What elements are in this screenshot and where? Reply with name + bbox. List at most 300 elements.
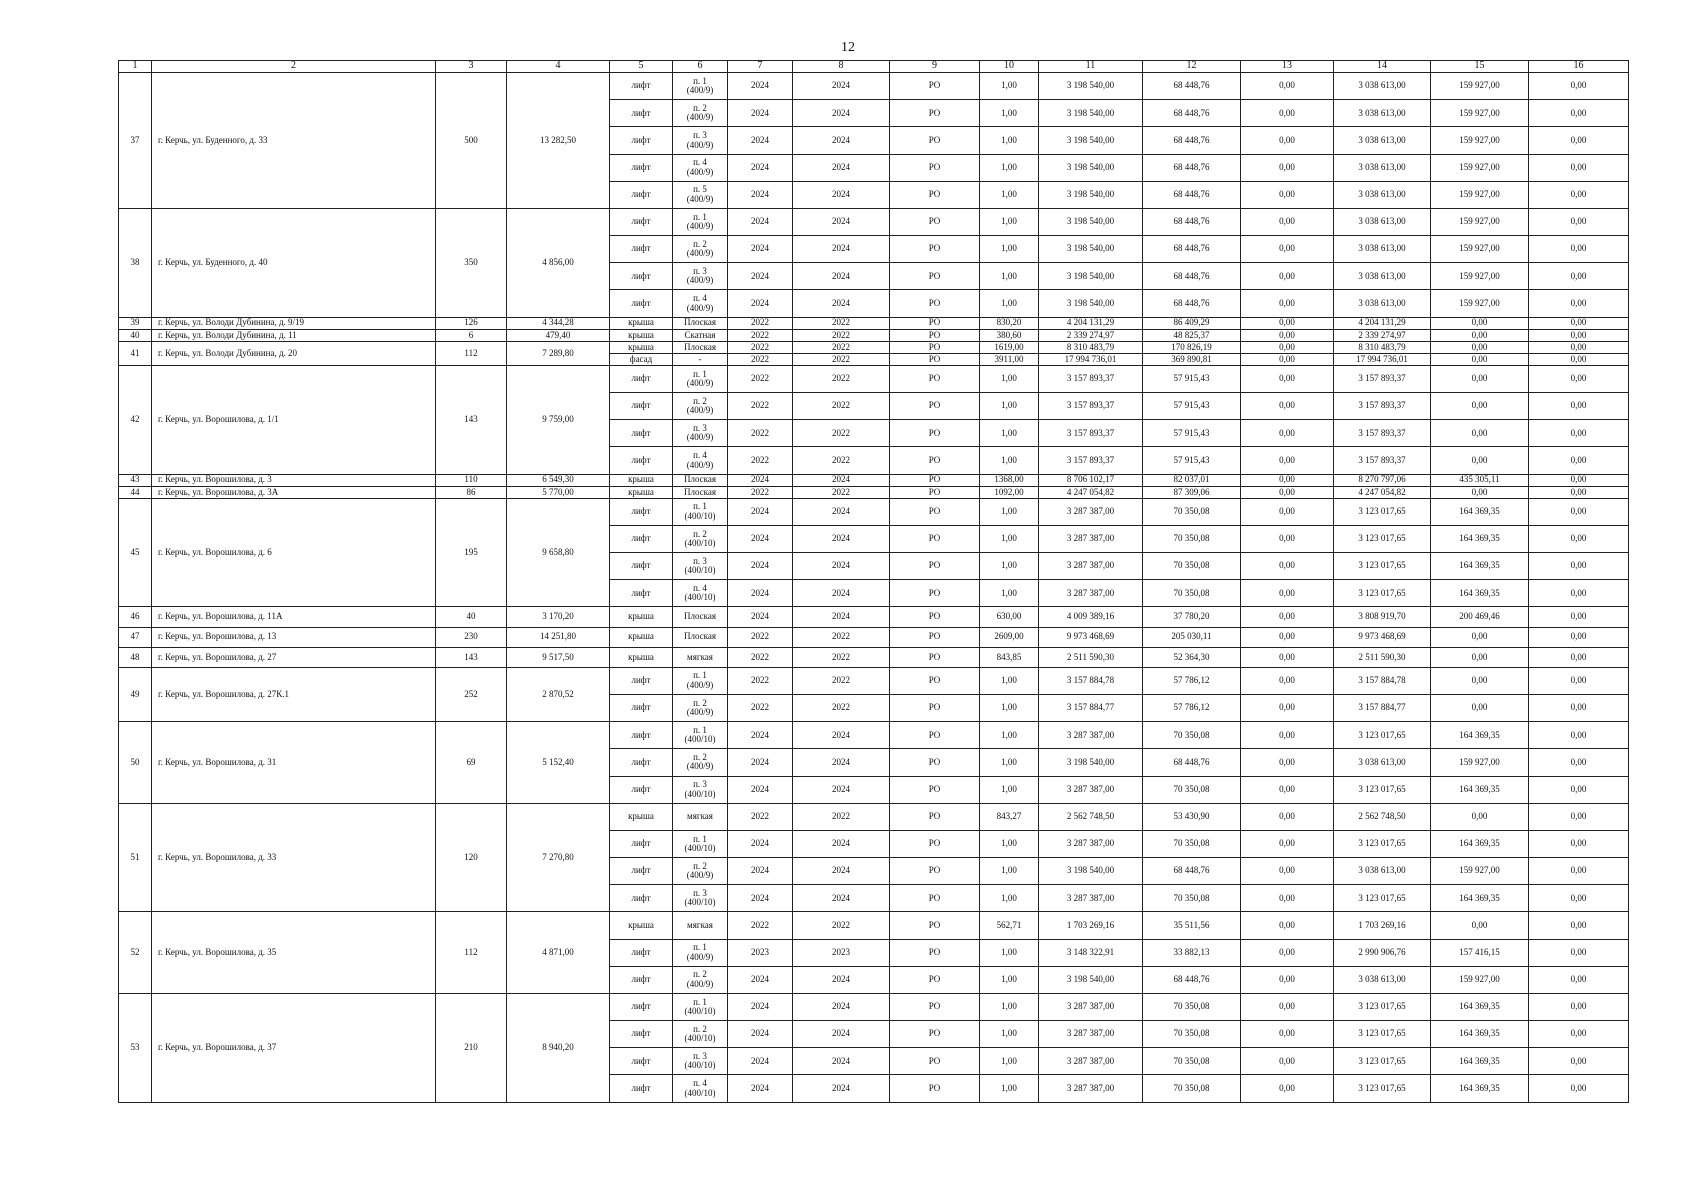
regional-fund-cell: 3 038 613,00 bbox=[1334, 236, 1431, 263]
volume-cell: 562,71 bbox=[980, 912, 1039, 939]
element-cell: п. 2 (400/9) bbox=[673, 393, 728, 420]
fact-year-cell: 2022 bbox=[793, 420, 890, 447]
address-cell: г. Керчь, ул. Ворошилова, д. 37 bbox=[152, 993, 436, 1102]
fact-year-cell: 2024 bbox=[793, 474, 890, 486]
other-fund-cell: 0,00 bbox=[1529, 317, 1629, 329]
owner-fund-cell: 0,00 bbox=[1431, 353, 1529, 365]
unit-cost-cell: 70 350,08 bbox=[1143, 993, 1241, 1020]
work-type-cell: лифт bbox=[610, 393, 673, 420]
volume-cell: 1619,00 bbox=[980, 341, 1039, 353]
fund-cell: 0,00 bbox=[1241, 803, 1334, 830]
plan-year-cell: 2024 bbox=[728, 580, 793, 607]
owner-fund-cell: 164 369,35 bbox=[1431, 993, 1529, 1020]
unit-cost-cell: 70 350,08 bbox=[1143, 1075, 1241, 1103]
work-type-cell: крыша bbox=[610, 341, 673, 353]
volume-cell: 1,00 bbox=[980, 667, 1039, 694]
address-cell: г. Керчь, ул. Володи Дубинина, д. 11 bbox=[152, 329, 436, 341]
other-fund-cell: 0,00 bbox=[1529, 1048, 1629, 1075]
volume-cell: 1092,00 bbox=[980, 486, 1039, 498]
regional-fund-cell: 3 038 613,00 bbox=[1334, 154, 1431, 181]
method-cell: РО bbox=[890, 73, 980, 100]
other-fund-cell: 0,00 bbox=[1529, 290, 1629, 317]
regional-fund-cell: 1 703 269,16 bbox=[1334, 912, 1431, 939]
unit-cost-cell: 87 309,06 bbox=[1143, 486, 1241, 498]
method-cell: РО bbox=[890, 154, 980, 181]
area-cell: 4 871,00 bbox=[507, 912, 610, 994]
method-cell: РО bbox=[890, 627, 980, 647]
residents-cell: 110 bbox=[436, 474, 507, 486]
method-cell: РО bbox=[890, 607, 980, 627]
other-fund-cell: 0,00 bbox=[1529, 667, 1629, 694]
element-cell: - bbox=[673, 353, 728, 365]
work-type-cell: лифт bbox=[610, 263, 673, 290]
element-cell: п. 4 (400/9) bbox=[673, 290, 728, 317]
other-fund-cell: 0,00 bbox=[1529, 1021, 1629, 1048]
owner-fund-cell: 164 369,35 bbox=[1431, 722, 1529, 749]
row-number-cell: 42 bbox=[119, 365, 152, 474]
unit-cost-cell: 37 780,20 bbox=[1143, 607, 1241, 627]
regional-fund-cell: 3 157 884,78 bbox=[1334, 667, 1431, 694]
table-row bbox=[119, 498, 1629, 525]
fact-year-cell: 2024 bbox=[793, 885, 890, 912]
owner-fund-cell: 159 927,00 bbox=[1431, 236, 1529, 263]
plan-year-cell: 2022 bbox=[728, 393, 793, 420]
element-cell: п. 2 (400/9) bbox=[673, 100, 728, 127]
volume-cell: 2609,00 bbox=[980, 627, 1039, 647]
fact-year-cell: 2024 bbox=[793, 749, 890, 776]
owner-fund-cell: 159 927,00 bbox=[1431, 154, 1529, 181]
fund-cell: 0,00 bbox=[1241, 1075, 1334, 1103]
fact-year-cell: 2022 bbox=[793, 353, 890, 365]
element-cell: п. 2 (400/9) bbox=[673, 695, 728, 722]
other-fund-cell: 0,00 bbox=[1529, 525, 1629, 552]
plan-year-cell: 2024 bbox=[728, 749, 793, 776]
element-cell: п. 1 (400/10) bbox=[673, 722, 728, 749]
column-number-cell: 3 bbox=[436, 61, 507, 73]
element-cell: Плоская bbox=[673, 607, 728, 627]
plan-year-cell: 2022 bbox=[728, 803, 793, 830]
fund-cell: 0,00 bbox=[1241, 486, 1334, 498]
cost-cell: 3 198 540,00 bbox=[1039, 154, 1143, 181]
cost-cell: 3 287 387,00 bbox=[1039, 722, 1143, 749]
page-number: 12 bbox=[841, 40, 855, 55]
fact-year-cell: 2022 bbox=[793, 317, 890, 329]
regional-fund-cell: 3 157 893,37 bbox=[1334, 447, 1431, 474]
other-fund-cell: 0,00 bbox=[1529, 627, 1629, 647]
element-cell: мягкая bbox=[673, 912, 728, 939]
table-row bbox=[119, 627, 1629, 647]
unit-cost-cell: 70 350,08 bbox=[1143, 525, 1241, 552]
other-fund-cell: 0,00 bbox=[1529, 353, 1629, 365]
other-fund-cell: 0,00 bbox=[1529, 486, 1629, 498]
owner-fund-cell: 0,00 bbox=[1431, 647, 1529, 667]
row-number-cell: 40 bbox=[119, 329, 152, 341]
regional-fund-cell: 3 038 613,00 bbox=[1334, 181, 1431, 208]
volume-cell: 1,00 bbox=[980, 1021, 1039, 1048]
volume-cell: 1,00 bbox=[980, 525, 1039, 552]
address-cell: г. Керчь, ул. Ворошилова, д. 6 bbox=[152, 498, 436, 607]
table-row bbox=[119, 993, 1629, 1020]
volume-cell: 1,00 bbox=[980, 858, 1039, 885]
volume-cell: 1,00 bbox=[980, 73, 1039, 100]
address-cell: г. Керчь, ул. Володи Дубинина, д. 9/19 bbox=[152, 317, 436, 329]
address-cell: г. Керчь, ул. Ворошилова, д. 31 bbox=[152, 722, 436, 804]
row-number-cell: 37 bbox=[119, 73, 152, 209]
fact-year-cell: 2024 bbox=[793, 1021, 890, 1048]
cost-cell: 3 198 540,00 bbox=[1039, 966, 1143, 993]
address-cell: г. Керчь, ул. Ворошилова, д. 13 bbox=[152, 627, 436, 647]
row-number-cell: 45 bbox=[119, 498, 152, 607]
volume-cell: 843,27 bbox=[980, 803, 1039, 830]
owner-fund-cell: 164 369,35 bbox=[1431, 1075, 1529, 1103]
fact-year-cell: 2024 bbox=[793, 236, 890, 263]
fund-cell: 0,00 bbox=[1241, 1021, 1334, 1048]
volume-cell: 1,00 bbox=[980, 885, 1039, 912]
work-type-cell: лифт bbox=[610, 885, 673, 912]
work-type-cell: лифт bbox=[610, 939, 673, 966]
fact-year-cell: 2024 bbox=[793, 208, 890, 235]
fund-cell: 0,00 bbox=[1241, 154, 1334, 181]
unit-cost-cell: 68 448,76 bbox=[1143, 749, 1241, 776]
unit-cost-cell: 68 448,76 bbox=[1143, 236, 1241, 263]
table-row bbox=[119, 803, 1629, 830]
volume-cell: 1,00 bbox=[980, 695, 1039, 722]
plan-year-cell: 2024 bbox=[728, 722, 793, 749]
regional-fund-cell: 3 038 613,00 bbox=[1334, 127, 1431, 154]
residents-cell: 86 bbox=[436, 486, 507, 498]
other-fund-cell: 0,00 bbox=[1529, 695, 1629, 722]
element-cell: п. 1 (400/10) bbox=[673, 498, 728, 525]
cost-cell: 4 009 389,16 bbox=[1039, 607, 1143, 627]
regional-fund-cell: 3 038 613,00 bbox=[1334, 290, 1431, 317]
address-cell: г. Керчь, ул. Ворошилова, д. 11А bbox=[152, 607, 436, 627]
residents-cell: 210 bbox=[436, 993, 507, 1102]
plan-year-cell: 2024 bbox=[728, 1021, 793, 1048]
column-number-cell: 5 bbox=[610, 61, 673, 73]
plan-year-cell: 2024 bbox=[728, 73, 793, 100]
fund-cell: 0,00 bbox=[1241, 341, 1334, 353]
address-cell: г. Керчь, ул. Ворошилова, д. 35 bbox=[152, 912, 436, 994]
volume-cell: 1,00 bbox=[980, 365, 1039, 392]
method-cell: РО bbox=[890, 100, 980, 127]
fund-cell: 0,00 bbox=[1241, 830, 1334, 857]
element-cell: п. 3 (400/9) bbox=[673, 127, 728, 154]
unit-cost-cell: 82 037,01 bbox=[1143, 474, 1241, 486]
plan-year-cell: 2024 bbox=[728, 1048, 793, 1075]
unit-cost-cell: 68 448,76 bbox=[1143, 263, 1241, 290]
owner-fund-cell: 0,00 bbox=[1431, 420, 1529, 447]
element-cell: п. 4 (400/9) bbox=[673, 154, 728, 181]
other-fund-cell: 0,00 bbox=[1529, 885, 1629, 912]
regional-fund-cell: 3 123 017,65 bbox=[1334, 830, 1431, 857]
area-cell: 5 770,00 bbox=[507, 486, 610, 498]
other-fund-cell: 0,00 bbox=[1529, 365, 1629, 392]
fact-year-cell: 2024 bbox=[793, 127, 890, 154]
volume-cell: 1368,00 bbox=[980, 474, 1039, 486]
area-cell: 4 344,28 bbox=[507, 317, 610, 329]
work-type-cell: лифт bbox=[610, 993, 673, 1020]
cost-cell: 3 198 540,00 bbox=[1039, 263, 1143, 290]
work-type-cell: лифт bbox=[610, 498, 673, 525]
owner-fund-cell: 164 369,35 bbox=[1431, 525, 1529, 552]
unit-cost-cell: 70 350,08 bbox=[1143, 830, 1241, 857]
work-type-cell: лифт bbox=[610, 525, 673, 552]
address-cell: г. Керчь, ул. Буденного, д. 40 bbox=[152, 208, 436, 317]
work-type-cell: крыша bbox=[610, 486, 673, 498]
fund-cell: 0,00 bbox=[1241, 498, 1334, 525]
regional-fund-cell: 3 157 893,37 bbox=[1334, 393, 1431, 420]
owner-fund-cell: 0,00 bbox=[1431, 627, 1529, 647]
cost-cell: 3 198 540,00 bbox=[1039, 208, 1143, 235]
cost-cell: 3 198 540,00 bbox=[1039, 100, 1143, 127]
fact-year-cell: 2022 bbox=[793, 695, 890, 722]
fund-cell: 0,00 bbox=[1241, 627, 1334, 647]
owner-fund-cell: 159 927,00 bbox=[1431, 181, 1529, 208]
plan-year-cell: 2024 bbox=[728, 966, 793, 993]
fact-year-cell: 2024 bbox=[793, 498, 890, 525]
fund-cell: 0,00 bbox=[1241, 885, 1334, 912]
owner-fund-cell: 159 927,00 bbox=[1431, 263, 1529, 290]
method-cell: РО bbox=[890, 236, 980, 263]
regional-fund-cell: 3 808 919,70 bbox=[1334, 607, 1431, 627]
row-number-cell: 52 bbox=[119, 912, 152, 994]
work-type-cell: лифт bbox=[610, 154, 673, 181]
method-cell: РО bbox=[890, 830, 980, 857]
plan-year-cell: 2024 bbox=[728, 993, 793, 1020]
work-type-cell: лифт bbox=[610, 208, 673, 235]
element-cell: п. 3 (400/10) bbox=[673, 776, 728, 803]
unit-cost-cell: 369 890,81 bbox=[1143, 353, 1241, 365]
plan-year-cell: 2022 bbox=[728, 667, 793, 694]
column-number-cell: 2 bbox=[152, 61, 436, 73]
unit-cost-cell: 52 364,30 bbox=[1143, 647, 1241, 667]
element-cell: Плоская bbox=[673, 486, 728, 498]
work-type-cell: крыша bbox=[610, 329, 673, 341]
unit-cost-cell: 68 448,76 bbox=[1143, 181, 1241, 208]
cost-cell: 4 247 054,82 bbox=[1039, 486, 1143, 498]
area-cell: 9 658,80 bbox=[507, 498, 610, 607]
method-cell: РО bbox=[890, 127, 980, 154]
owner-fund-cell: 164 369,35 bbox=[1431, 1048, 1529, 1075]
cost-cell: 3 287 387,00 bbox=[1039, 580, 1143, 607]
plan-year-cell: 2024 bbox=[728, 127, 793, 154]
other-fund-cell: 0,00 bbox=[1529, 939, 1629, 966]
plan-year-cell: 2022 bbox=[728, 353, 793, 365]
unit-cost-cell: 68 448,76 bbox=[1143, 127, 1241, 154]
element-cell: п. 2 (400/9) bbox=[673, 236, 728, 263]
work-type-cell: лифт bbox=[610, 580, 673, 607]
other-fund-cell: 0,00 bbox=[1529, 154, 1629, 181]
fact-year-cell: 2022 bbox=[793, 341, 890, 353]
work-type-cell: лифт bbox=[610, 749, 673, 776]
address-cell: г. Керчь, ул. Ворошилова, д. 1/1 bbox=[152, 365, 436, 474]
fact-year-cell: 2024 bbox=[793, 966, 890, 993]
cost-cell: 3 157 893,37 bbox=[1039, 420, 1143, 447]
plan-year-cell: 2022 bbox=[728, 447, 793, 474]
fund-cell: 0,00 bbox=[1241, 580, 1334, 607]
volume-cell: 1,00 bbox=[980, 154, 1039, 181]
volume-cell: 1,00 bbox=[980, 290, 1039, 317]
volume-cell: 1,00 bbox=[980, 263, 1039, 290]
owner-fund-cell: 159 927,00 bbox=[1431, 290, 1529, 317]
plan-year-cell: 2022 bbox=[728, 420, 793, 447]
method-cell: РО bbox=[890, 181, 980, 208]
work-type-cell: лифт bbox=[610, 553, 673, 580]
method-cell: РО bbox=[890, 208, 980, 235]
fact-year-cell: 2024 bbox=[793, 580, 890, 607]
work-type-cell: лифт bbox=[610, 695, 673, 722]
element-cell: Плоская bbox=[673, 474, 728, 486]
residents-cell: 69 bbox=[436, 722, 507, 804]
unit-cost-cell: 57 915,43 bbox=[1143, 420, 1241, 447]
element-cell: п. 1 (400/9) bbox=[673, 365, 728, 392]
area-cell: 14 251,80 bbox=[507, 627, 610, 647]
owner-fund-cell: 157 416,15 bbox=[1431, 939, 1529, 966]
unit-cost-cell: 57 915,43 bbox=[1143, 447, 1241, 474]
table-row bbox=[119, 647, 1629, 667]
fund-cell: 0,00 bbox=[1241, 647, 1334, 667]
table-row bbox=[119, 73, 1629, 100]
work-type-cell: крыша bbox=[610, 912, 673, 939]
method-cell: РО bbox=[890, 647, 980, 667]
plan-year-cell: 2022 bbox=[728, 486, 793, 498]
fact-year-cell: 2022 bbox=[793, 627, 890, 647]
fund-cell: 0,00 bbox=[1241, 329, 1334, 341]
fact-year-cell: 2024 bbox=[793, 858, 890, 885]
element-cell: п. 3 (400/9) bbox=[673, 420, 728, 447]
fact-year-cell: 2022 bbox=[793, 329, 890, 341]
unit-cost-cell: 57 915,43 bbox=[1143, 365, 1241, 392]
cost-cell: 3 287 387,00 bbox=[1039, 553, 1143, 580]
method-cell: РО bbox=[890, 365, 980, 392]
method-cell: РО bbox=[890, 912, 980, 939]
fact-year-cell: 2022 bbox=[793, 486, 890, 498]
fact-year-cell: 2022 bbox=[793, 393, 890, 420]
area-cell: 7 289,80 bbox=[507, 341, 610, 365]
other-fund-cell: 0,00 bbox=[1529, 993, 1629, 1020]
address-cell: г. Керчь, ул. Ворошилова, д. 3А bbox=[152, 486, 436, 498]
cost-cell: 3 287 387,00 bbox=[1039, 1075, 1143, 1103]
volume-cell: 830,20 bbox=[980, 317, 1039, 329]
unit-cost-cell: 57 786,12 bbox=[1143, 695, 1241, 722]
work-type-cell: лифт bbox=[610, 667, 673, 694]
element-cell: п. 1 (400/9) bbox=[673, 73, 728, 100]
plan-year-cell: 2024 bbox=[728, 525, 793, 552]
fact-year-cell: 2024 bbox=[793, 290, 890, 317]
element-cell: п. 3 (400/10) bbox=[673, 1048, 728, 1075]
element-cell: п. 2 (400/10) bbox=[673, 525, 728, 552]
fact-year-cell: 2024 bbox=[793, 1048, 890, 1075]
cost-cell: 3 287 387,00 bbox=[1039, 498, 1143, 525]
fact-year-cell: 2024 bbox=[793, 607, 890, 627]
cost-cell: 17 994 736,01 bbox=[1039, 353, 1143, 365]
unit-cost-cell: 57 915,43 bbox=[1143, 393, 1241, 420]
work-type-cell: лифт bbox=[610, 290, 673, 317]
fund-cell: 0,00 bbox=[1241, 695, 1334, 722]
fund-cell: 0,00 bbox=[1241, 525, 1334, 552]
owner-fund-cell: 159 927,00 bbox=[1431, 100, 1529, 127]
other-fund-cell: 0,00 bbox=[1529, 553, 1629, 580]
work-type-cell: лифт bbox=[610, 776, 673, 803]
address-cell: г. Керчь, ул. Ворошилова, д. 33 bbox=[152, 803, 436, 912]
regional-fund-cell: 3 038 613,00 bbox=[1334, 749, 1431, 776]
method-cell: РО bbox=[890, 525, 980, 552]
fund-cell: 0,00 bbox=[1241, 607, 1334, 627]
method-cell: РО bbox=[890, 803, 980, 830]
volume-cell: 630,00 bbox=[980, 607, 1039, 627]
residents-cell: 195 bbox=[436, 498, 507, 607]
fact-year-cell: 2022 bbox=[793, 447, 890, 474]
plan-year-cell: 2024 bbox=[728, 553, 793, 580]
column-number-cell: 16 bbox=[1529, 61, 1629, 73]
fund-cell: 0,00 bbox=[1241, 420, 1334, 447]
work-type-cell: крыша bbox=[610, 647, 673, 667]
table-row bbox=[119, 912, 1629, 939]
unit-cost-cell: 70 350,08 bbox=[1143, 776, 1241, 803]
fund-cell: 0,00 bbox=[1241, 208, 1334, 235]
fund-cell: 0,00 bbox=[1241, 912, 1334, 939]
regional-fund-cell: 3 038 613,00 bbox=[1334, 73, 1431, 100]
owner-fund-cell: 0,00 bbox=[1431, 486, 1529, 498]
unit-cost-cell: 70 350,08 bbox=[1143, 1021, 1241, 1048]
other-fund-cell: 0,00 bbox=[1529, 647, 1629, 667]
fact-year-cell: 2024 bbox=[793, 154, 890, 181]
unit-cost-cell: 48 825,37 bbox=[1143, 329, 1241, 341]
element-cell: п. 3 (400/9) bbox=[673, 263, 728, 290]
other-fund-cell: 0,00 bbox=[1529, 749, 1629, 776]
method-cell: РО bbox=[890, 695, 980, 722]
owner-fund-cell: 0,00 bbox=[1431, 667, 1529, 694]
regional-fund-cell: 3 038 613,00 bbox=[1334, 858, 1431, 885]
unit-cost-cell: 68 448,76 bbox=[1143, 100, 1241, 127]
method-cell: РО bbox=[890, 420, 980, 447]
regional-fund-cell: 3 157 893,37 bbox=[1334, 365, 1431, 392]
row-number-cell: 38 bbox=[119, 208, 152, 317]
regional-fund-cell: 3 123 017,65 bbox=[1334, 776, 1431, 803]
residents-cell: 126 bbox=[436, 317, 507, 329]
area-cell: 6 549,30 bbox=[507, 474, 610, 486]
fund-cell: 0,00 bbox=[1241, 447, 1334, 474]
table-row bbox=[119, 208, 1629, 235]
regional-fund-cell: 3 038 613,00 bbox=[1334, 100, 1431, 127]
fund-cell: 0,00 bbox=[1241, 73, 1334, 100]
plan-year-cell: 2024 bbox=[728, 290, 793, 317]
volume-cell: 3911,00 bbox=[980, 353, 1039, 365]
table-row bbox=[119, 722, 1629, 749]
column-number-cell: 11 bbox=[1039, 61, 1143, 73]
regional-fund-cell: 4 204 131,29 bbox=[1334, 317, 1431, 329]
work-type-cell: лифт bbox=[610, 365, 673, 392]
unit-cost-cell: 68 448,76 bbox=[1143, 208, 1241, 235]
work-type-cell: лифт bbox=[610, 236, 673, 263]
plan-year-cell: 2024 bbox=[728, 498, 793, 525]
volume-cell: 1,00 bbox=[980, 127, 1039, 154]
element-cell: п. 3 (400/10) bbox=[673, 885, 728, 912]
address-cell: г. Керчь, ул. Буденного, д. 33 bbox=[152, 73, 436, 209]
fact-year-cell: 2022 bbox=[793, 803, 890, 830]
row-number-cell: 43 bbox=[119, 474, 152, 486]
element-cell: Скатная bbox=[673, 329, 728, 341]
regional-fund-cell: 3 123 017,65 bbox=[1334, 498, 1431, 525]
fund-cell: 0,00 bbox=[1241, 776, 1334, 803]
fund-cell: 0,00 bbox=[1241, 263, 1334, 290]
regional-fund-cell: 3 123 017,65 bbox=[1334, 1021, 1431, 1048]
unit-cost-cell: 170 826,19 bbox=[1143, 341, 1241, 353]
cost-cell: 1 703 269,16 bbox=[1039, 912, 1143, 939]
table-row bbox=[119, 341, 1629, 353]
method-cell: РО bbox=[890, 393, 980, 420]
unit-cost-cell: 70 350,08 bbox=[1143, 553, 1241, 580]
